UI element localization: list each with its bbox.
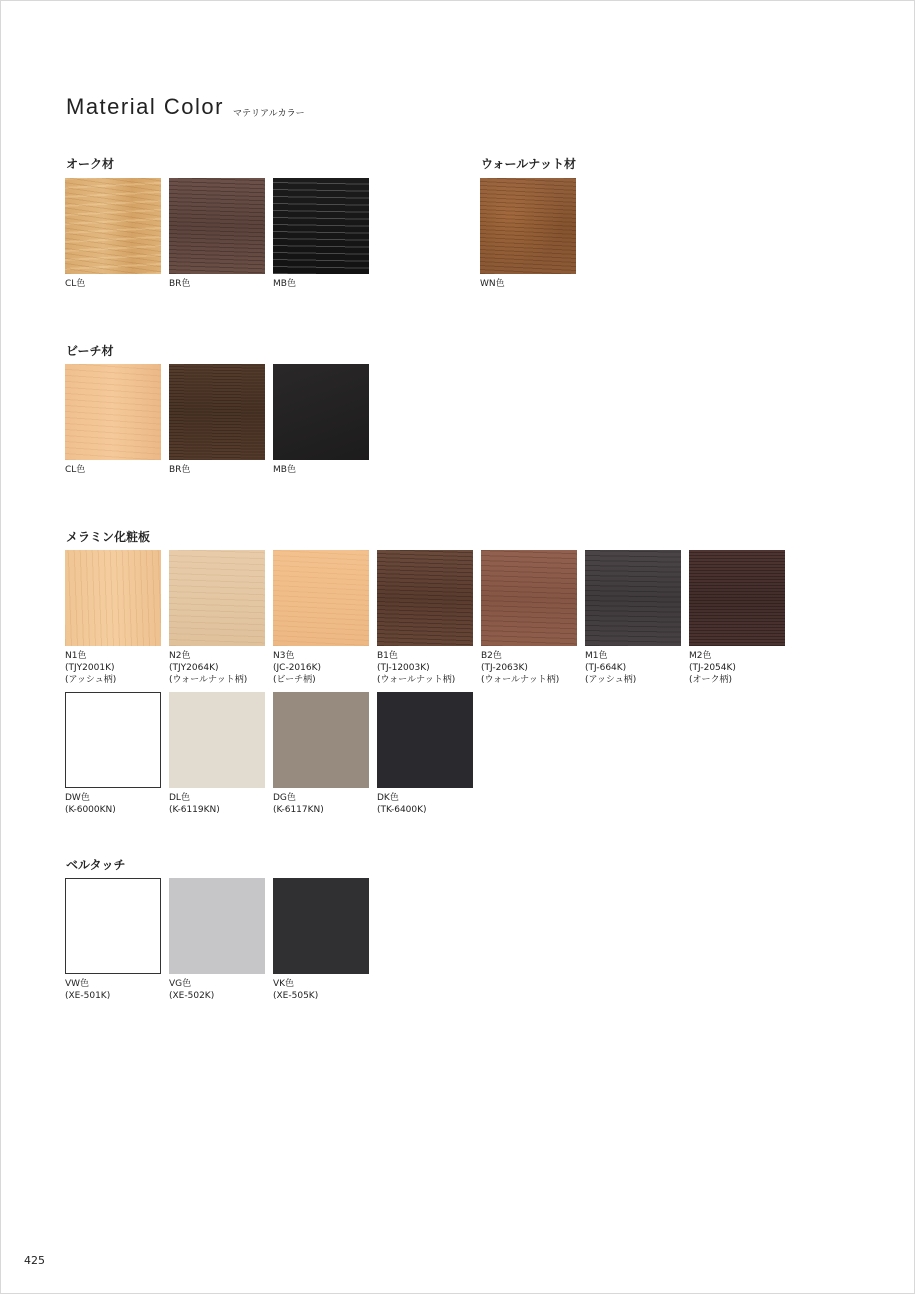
swatch-label-melamine-dg: DG色 (K-6117KN) [273, 793, 324, 815]
swatch-label-beech-br: BR色 [169, 465, 191, 475]
swatch-label-beltouch-vk: VK色 (XE-505K) [273, 979, 319, 1001]
swatch-label-beech-cl: CL色 [65, 465, 86, 475]
swatch-beech-cl [65, 364, 161, 460]
swatch-label-beltouch-vg: VG色 (XE-502K) [169, 979, 215, 1001]
swatch-melamine-n2 [169, 550, 265, 646]
page-title: Material Color [66, 94, 224, 119]
swatch-beltouch-vk [273, 878, 369, 974]
swatch-melamine-n3 [273, 550, 369, 646]
section-heading-walnut: ウォールナット材 [481, 157, 577, 171]
swatch-label-beltouch-vw: VW色 (XE-501K) [65, 979, 111, 1001]
swatch-label-melamine-b2: B2色 (TJ-2063K) (ウォールナット柄) [481, 651, 560, 685]
section-heading-beech: ビーチ材 [66, 344, 114, 358]
swatch-label-oak-mb: MB色 [273, 279, 296, 289]
swatch-label-beech-mb: MB色 [273, 465, 296, 475]
swatch-label-melamine-b1: B1色 (TJ-12003K) (ウォールナット柄) [377, 651, 456, 685]
swatch-melamine-b2 [481, 550, 577, 646]
swatch-melamine-m1 [585, 550, 681, 646]
swatch-beltouch-vg [169, 878, 265, 974]
swatch-label-melamine-n3: N3色 (JC-2016K) (ビーチ柄) [273, 651, 322, 685]
swatch-label-oak-cl: CL色 [65, 279, 86, 289]
swatch-melamine-dl [169, 692, 265, 788]
swatch-label-melamine-m2: M2色 (TJ-2054K) (オーク柄) [689, 651, 736, 685]
swatch-label-melamine-n1: N1色 (TJY2001K) (アッシュ柄) [65, 651, 117, 685]
swatch-label-melamine-dl: DL色 (K-6119KN) [169, 793, 220, 815]
swatch-beltouch-vw [65, 878, 161, 974]
swatch-beech-mb [273, 364, 369, 460]
swatch-melamine-dw [65, 692, 161, 788]
swatch-oak-cl [65, 178, 161, 274]
page-number: 425 [24, 1254, 45, 1267]
section-heading-oak: オーク材 [66, 157, 115, 171]
swatch-walnut-wn [480, 178, 576, 274]
swatch-oak-mb [273, 178, 369, 274]
swatch-label-melamine-n2: N2色 (TJY2064K) (ウォールナット柄) [169, 651, 248, 685]
section-heading-melamine: メラミン化粧板 [66, 530, 151, 544]
swatch-label-walnut-wn: WN色 [480, 279, 505, 289]
swatch-melamine-dk [377, 692, 473, 788]
swatch-melamine-n1 [65, 550, 161, 646]
swatch-melamine-m2 [689, 550, 785, 646]
swatch-label-melamine-m1: M1色 (TJ-664K) (アッシュ柄) [585, 651, 637, 685]
swatch-label-oak-br: BR色 [169, 279, 191, 289]
swatch-label-melamine-dk: DK色 (TK-6400K) [377, 793, 427, 815]
swatch-melamine-dg [273, 692, 369, 788]
swatch-beech-br [169, 364, 265, 460]
page-subtitle: マテリアルカラー [233, 109, 305, 119]
swatch-melamine-b1 [377, 550, 473, 646]
swatch-oak-br [169, 178, 265, 274]
swatch-label-melamine-dw: DW色 (K-6000KN) [65, 793, 116, 815]
section-heading-beltouch: ベルタッチ [66, 858, 126, 872]
